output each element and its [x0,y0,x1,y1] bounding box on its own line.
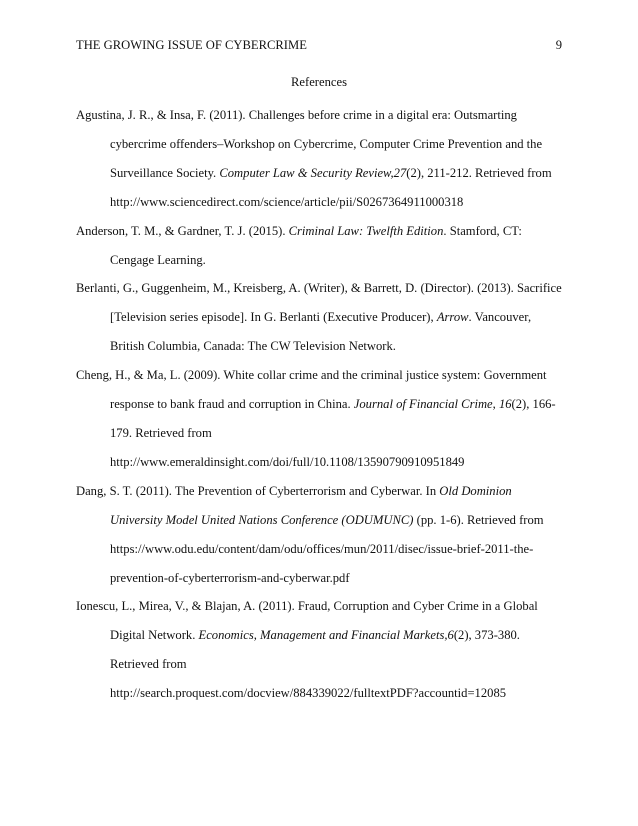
reference-text: (2), 166- [511,397,556,412]
reference-continuation-line [76,506,562,535]
italic-title-text: Criminal Law: Twelfth Edition [288,223,444,238]
reference-text: Anderson, T. M., & Gardner, T. J. (2015). [76,223,289,238]
reference-first-line [76,217,562,246]
reference-first-line [76,477,562,506]
italic-title-text: 16 [498,397,512,412]
reference-entry [76,274,562,361]
italic-title-text: Computer Law & Security Review,27 [219,165,407,180]
italic-title-text: Economics, Management and Financial Markets,6 [198,628,454,643]
reference-text: prevention-of-cyberterrorism-and-cyberwar.pdf [110,570,350,585]
reference-text: Berlanti, G., Guggenheim, M., Kreisberg, A. (Writer), & Barrett, D. (Director). (2013). Sacrifice [76,281,562,296]
italic-title-text: Journal of Financial Crime [353,397,493,412]
reference-continuation-line [76,159,562,188]
reference-text: Agustina, J. R., & Insa, F. (2011). Challenges before crime in a digital era: Outsmarting [76,108,517,122]
reference-text: (2), 373-380. [453,628,520,643]
reference-text: . Vancouver, [468,310,532,325]
reference-entry [76,592,562,708]
reference-continuation-line [76,130,562,159]
reference-continuation-line [76,303,562,332]
reference-continuation-line [76,390,562,419]
reference-text: Ionescu, L., Mirea, V., & Blajan, A. (2011). Fraud, Corruption and Cyber Crime in a Global [76,599,538,614]
reference-first-line [76,101,562,130]
reference-text: Cheng, H., & Ma, L. (2009). White collar crime and the criminal justice system: Government [76,368,547,383]
reference-text: Cengage Learning. [110,252,206,267]
reference-entry [76,217,562,275]
reference-text: . Stamford, CT: [443,223,522,238]
reference-text: , [492,397,499,412]
reference-first-line [76,592,562,621]
reference-continuation-line [76,564,562,593]
reference-text: [Television series episode]. In G. Berlanti (Executive Producer), [110,310,437,325]
reference-text: http://www.sciencedirect.com/science/article/pii/S0267364911000318 [110,194,464,209]
running-head [76,36,562,54]
reference-text: Digital Network. [110,628,199,643]
reference-text: 179. Retrieved from [110,425,212,440]
reference-text: Retrieved from [110,657,187,672]
reference-text: cybercrime offenders–Workshop on Cybercrime, Computer Crime Prevention and the [110,136,543,151]
reference-continuation-line [76,419,562,448]
reference-entry [76,477,562,593]
reference-continuation-line [76,621,562,650]
reference-text: https://www.odu.edu/content/dam/odu/offices/mun/2011/disec/issue-brief-2011-the- [110,541,534,556]
reference-continuation-line [76,535,562,564]
running-title: THE GROWING ISSUE OF CYBERCRIME [76,38,307,52]
reference-text: (pp. 1-6). Retrieved from [413,512,544,527]
reference-first-line [76,274,562,303]
reference-list [76,101,562,708]
reference-continuation-line [76,448,562,477]
references-heading: References [291,75,347,89]
reference-text: British Columbia, Canada: The CW Television Network. [110,339,396,354]
italic-title-text: Arrow [436,310,469,325]
reference-continuation-line [76,246,562,275]
italic-title-text: Old Dominion [439,483,512,498]
reference-entry [76,361,562,477]
reference-continuation-line [76,188,562,217]
reference-text: (2), 211-212. Retrieved from [406,165,552,180]
page-number: 9 [555,38,562,52]
reference-text: Surveillance Society. [110,165,220,180]
reference-text: http://www.emeraldinsight.com/doi/full/10.1108/13590790910951849 [110,454,465,469]
reference-text: response to bank fraud and corruption in China. [110,397,354,412]
reference-continuation-line [76,332,562,361]
reference-text: http://search.proquest.com/docview/884339022/fulltextPDF?accountid=12085 [110,686,507,701]
italic-title-text: University Model United Nations Conference (ODUMUNC) [110,512,414,527]
reference-continuation-line [76,650,562,679]
reference-continuation-line [76,679,562,708]
reference-text: Dang, S. T. (2011). The Prevention of Cyberterrorism and Cyberwar. In [76,483,440,498]
reference-entry [76,101,562,217]
reference-first-line [76,361,562,390]
